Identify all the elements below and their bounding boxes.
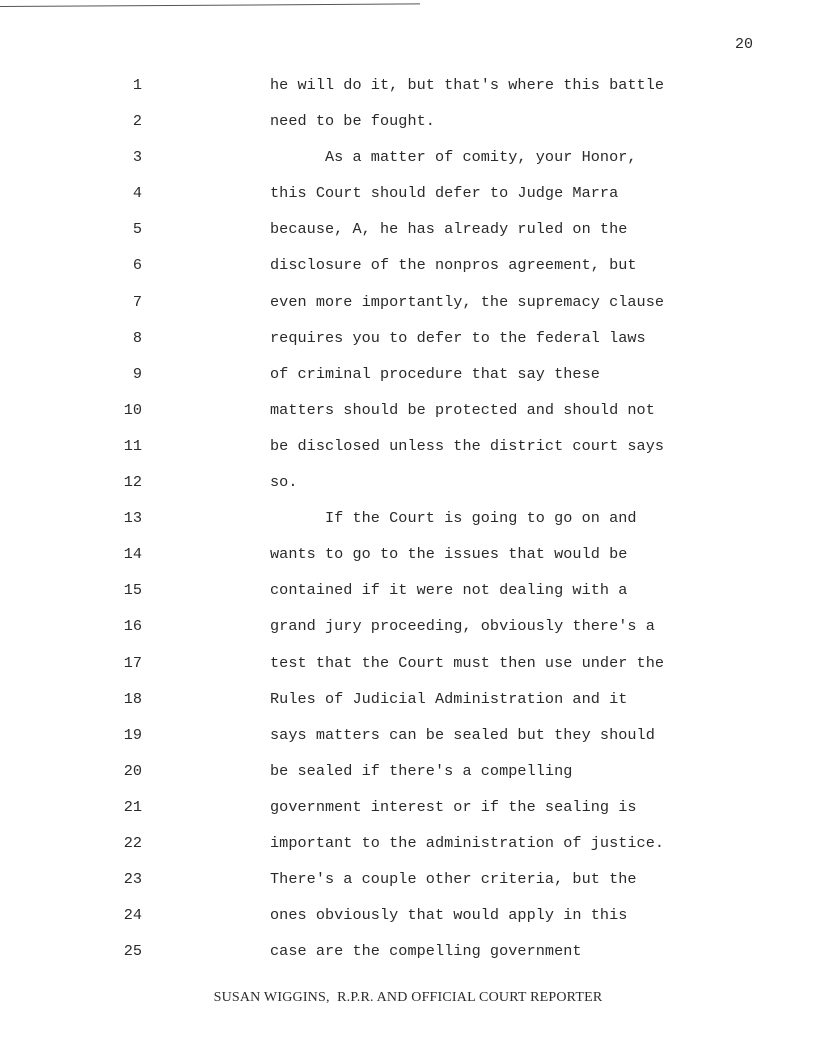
- line-number: 10: [123, 400, 142, 419]
- line-text: need to be fought.: [270, 112, 435, 131]
- line-text: As a matter of comity, your Honor,: [270, 148, 637, 167]
- line-text: disclosure of the nonpros agreement, but: [270, 256, 637, 275]
- line-text: of criminal procedure that say these: [270, 364, 600, 383]
- transcript-line: [0, 686, 816, 722]
- line-text: If the Court is going to go on and: [270, 509, 637, 528]
- line-number: 19: [123, 725, 142, 744]
- line-number: 21: [123, 797, 142, 816]
- line-number: 12: [123, 473, 142, 492]
- line-number: 23: [123, 870, 142, 889]
- line-text: ones obviously that would apply in this: [270, 906, 628, 925]
- line-text: contained if it were not dealing with a: [270, 581, 628, 600]
- transcript-line: [0, 650, 816, 686]
- transcript-body: [0, 72, 816, 974]
- line-text: case are the compelling government: [270, 942, 582, 961]
- scan-edge-line: [0, 3, 420, 7]
- line-text: Rules of Judicial Administration and it: [270, 689, 628, 708]
- line-text: this Court should defer to Judge Marra: [270, 184, 619, 203]
- transcript-line: [0, 938, 816, 974]
- transcript-line: [0, 108, 816, 144]
- line-number: 7: [132, 292, 142, 311]
- line-number: 2: [132, 112, 142, 131]
- line-text: he will do it, but that's where this battle: [270, 76, 665, 94]
- line-number: 5: [132, 220, 142, 239]
- line-text: says matters can be sealed but they should: [270, 725, 655, 744]
- line-number: 16: [123, 617, 142, 636]
- line-number: 1: [132, 76, 142, 94]
- transcript-line: [0, 361, 816, 397]
- line-number: 24: [123, 906, 142, 925]
- line-text: wants to go to the issues that would be: [270, 545, 628, 564]
- transcript-line: [0, 325, 816, 361]
- line-text: test that the Court must then use under the: [270, 653, 665, 672]
- transcript-line: [0, 469, 816, 505]
- transcript-line: [0, 289, 816, 325]
- transcript-line: [0, 722, 816, 758]
- line-text: be disclosed unless the district court says: [270, 436, 665, 455]
- transcript-line: [0, 72, 816, 108]
- line-number: 8: [132, 328, 142, 347]
- line-number: 22: [123, 833, 142, 852]
- line-text: grand jury proceeding, obviously there's a: [270, 617, 655, 636]
- transcript-line: [0, 505, 816, 541]
- line-text: so.: [270, 473, 298, 492]
- transcript-line: [0, 902, 816, 938]
- transcript-line: [0, 397, 816, 433]
- transcript-line: [0, 866, 816, 902]
- transcript-line: [0, 541, 816, 577]
- transcript-line: [0, 830, 816, 866]
- transcript-line: [0, 180, 816, 216]
- line-number: 3: [132, 148, 142, 167]
- line-number: 13: [123, 509, 142, 528]
- line-number: 6: [132, 256, 142, 275]
- transcript-line: [0, 216, 816, 252]
- line-text: requires you to defer to the federal laws: [270, 328, 646, 347]
- line-number: 14: [123, 545, 142, 564]
- line-text: government interest or if the sealing is: [270, 797, 637, 816]
- line-number: 15: [123, 581, 142, 600]
- transcript-line: [0, 252, 816, 288]
- transcript-line: [0, 794, 816, 830]
- line-text: because, A, he has already ruled on the: [270, 220, 628, 239]
- line-number: 17: [123, 653, 142, 672]
- line-number: 4: [132, 184, 142, 203]
- line-number: 25: [123, 942, 142, 961]
- transcript-line: [0, 613, 816, 649]
- transcript-line: [0, 433, 816, 469]
- line-text: There's a couple other criteria, but the: [270, 870, 637, 889]
- transcript-line: [0, 758, 816, 794]
- line-text: be sealed if there's a compelling: [270, 761, 573, 780]
- line-number: 20: [123, 761, 142, 780]
- line-text: important to the administration of justice.: [270, 833, 665, 852]
- reporter-footer: SUSAN WIGGINS, R.P.R. AND OFFICIAL COURT REPORTER: [213, 990, 603, 1005]
- page-number: 20: [734, 36, 753, 53]
- transcript-line: [0, 577, 816, 613]
- transcript-line: [0, 144, 816, 180]
- line-number: 9: [132, 364, 142, 383]
- line-text: matters should be protected and should not: [270, 400, 655, 419]
- line-number: 11: [123, 436, 142, 455]
- line-number: 18: [123, 689, 142, 708]
- line-text: even more importantly, the supremacy clause: [270, 292, 665, 311]
